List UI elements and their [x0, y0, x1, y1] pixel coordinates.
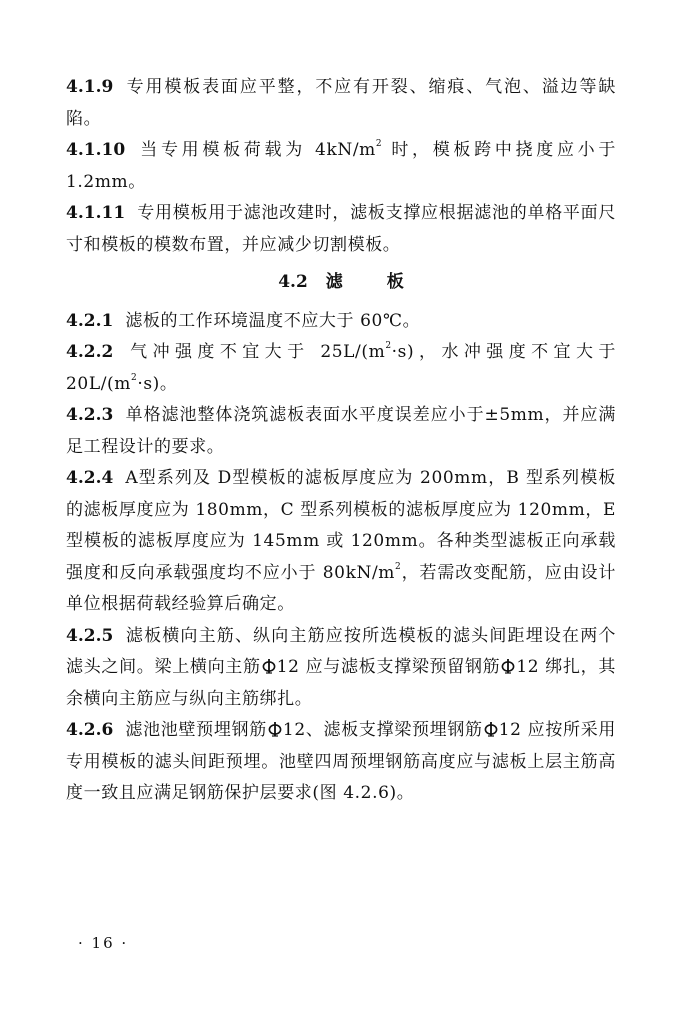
clause-text: ·s)，水冲强度不宜大于 20L/(m [66, 342, 616, 394]
section-number: 4.2 [278, 272, 308, 292]
clause-text: 专用模板用于滤池改建时，滤板支撑应根据滤池的单格平面尺寸和模板的模数布置，并应减少切割模板。 [66, 203, 616, 255]
clause-4-2-1 [66, 306, 616, 338]
section-heading [66, 267, 616, 299]
clause-text: A型系列及 D型模板的滤板厚度应为 200mm，B 型系列模板的滤板厚度应为 180mm，C 型系列模板的滤板厚度应为 120mm，E 型模板的滤板厚度应为 145mm 或 120mm。各种类型滤板正向承载强度和反向承载强度均不应小于 80kN/m [66, 468, 616, 583]
clause-text: 单格滤池整体浇筑滤板表面水平度误差应小于±5mm，并应满足工程设计的要求。 [66, 405, 616, 457]
clause-4-2-6 [66, 715, 616, 810]
clause-number: 4.1.10 [66, 140, 126, 160]
superscript: 2 [375, 139, 383, 150]
clause-number: 4.2.6 [66, 720, 114, 740]
clause-text: 12 绑扎，其余横向主筋应与纵向主筋绑扎。 [66, 657, 616, 709]
clause-text: ·s)。 [137, 373, 178, 394]
clause-text: 滤板横向主筋、纵向主筋应按所选模板的滤头间距埋设在两个滤头之间。梁上横向主筋 [66, 625, 616, 677]
clause-4-2-5 [66, 621, 616, 716]
clause-text: 12 应按所采用专用模板的滤头间距预埋。池壁四周预埋钢筋高度应与滤板上层主筋高度一致且应满足钢筋保护层要求(图 4.2.6)。 [66, 720, 616, 803]
clause-number: 4.2.4 [66, 468, 114, 488]
clause-text: 时，模板跨中挠度应小于 1.2mm。 [66, 140, 616, 192]
clause-4-2-4 [66, 463, 616, 621]
section-title-char-2: 板 [386, 272, 404, 292]
clause-text: 滤池池壁预埋钢筋 [125, 720, 267, 740]
clause-text: 气冲强度不宜大于 25L/(m [125, 342, 386, 362]
superscript: 2 [385, 341, 392, 352]
rebar-symbol-icon [501, 658, 515, 674]
clause-text: 12、滤板支撑梁预埋钢筋 [282, 720, 483, 740]
page-number: · 16 · [78, 934, 129, 952]
page-content [66, 72, 616, 810]
rebar-symbol-icon [484, 721, 498, 737]
clause-text: 当专用模板荷载为 4kN/m [137, 140, 376, 160]
clause-number: 4.2.5 [66, 625, 114, 646]
section-title-char-1: 滤 [325, 272, 343, 292]
clause-text: ，若需改变配筋，应由设计单位根据荷载经验算后确定。 [66, 562, 616, 614]
clause-4-1-9 [66, 72, 616, 135]
superscript: 2 [395, 561, 402, 572]
clause-4-2-2 [66, 337, 616, 400]
clause-4-1-11 [66, 198, 616, 261]
superscript: 2 [131, 372, 138, 383]
clause-number: 4.2.1 [66, 310, 114, 331]
clause-group-4-1 [66, 72, 616, 261]
clause-4-1-10 [66, 135, 616, 198]
clause-number: 4.2.3 [66, 405, 114, 425]
clause-text: 12 应与滤板支撑梁预留钢筋 [276, 657, 501, 677]
clause-text: 专用模板表面应平整，不应有开裂、缩痕、气泡、溢边等缺陷。 [66, 77, 616, 129]
clause-number: 4.1.9 [66, 77, 114, 97]
clause-number: 4.2.2 [66, 342, 114, 362]
clause-number: 4.1.11 [66, 203, 126, 223]
clause-text: 滤板的工作环境温度不应大于 60℃。 [125, 310, 421, 331]
clause-4-2-3 [66, 400, 616, 463]
rebar-symbol-icon [268, 721, 282, 737]
clause-group-4-2 [66, 306, 616, 810]
rebar-symbol-icon [262, 658, 276, 674]
